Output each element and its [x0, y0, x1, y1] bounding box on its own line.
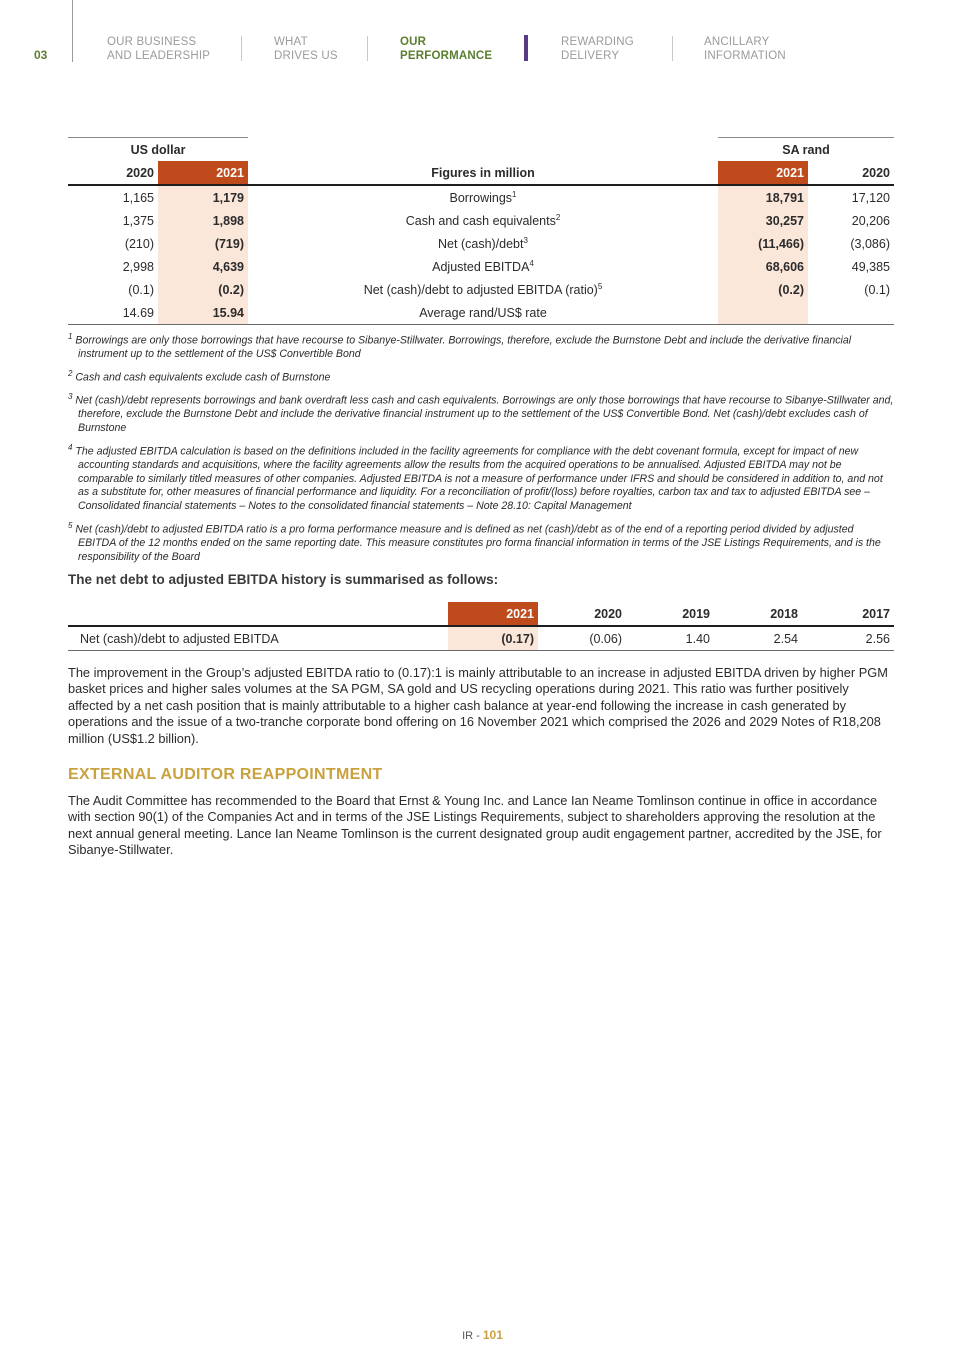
cell-usd-2020: (210): [124, 236, 154, 251]
nav-item-what-drives-us[interactable]: [274, 35, 338, 63]
nav-item-line1: WHAT: [274, 36, 308, 48]
table-row: [68, 232, 894, 255]
table-row: [68, 255, 894, 278]
nav-item-line2: PERFORMANCE: [400, 50, 493, 62]
footer-page-number: 101: [482, 1328, 503, 1342]
cell-label: [248, 301, 718, 325]
nav-item-line1: OUR BUSINESS: [107, 36, 197, 48]
table-row: [68, 185, 894, 209]
nav-active-marker: [524, 35, 528, 61]
history-value-2021: (0.17): [448, 626, 538, 651]
page-footer: [0, 1328, 965, 1342]
cell-zar-2020: 49,385: [851, 259, 890, 274]
footnote: [68, 367, 894, 385]
table-row: [68, 626, 894, 651]
chapter-number: 03: [34, 48, 48, 62]
footnote-text: Borrowings are only those borrowings that have recourse to Sibanye-Stillwater. Borrowings, therefore, exclude the Burnstone Debt and include the derivative financial instrument up to the settlement of the US$ Convertible Bond: [75, 334, 852, 361]
col-header-usd-2020: 2020: [68, 161, 158, 185]
nav-item-rewarding-delivery[interactable]: [561, 35, 634, 63]
group-spacer: [248, 138, 718, 162]
cell-label: [248, 255, 718, 278]
cell-usd-2020: 1,165: [122, 190, 154, 205]
history-year-2017: 2017: [802, 602, 894, 626]
footnote-text: Net (cash)/debt to adjusted EBITDA ratio is a pro forma performance measure and is defined as net (cash)/debt as of the end of a reporting period divided by adjusted EBITDA of the 12 months ended on the same reporting date. This measure constitutes pro forma financial information in terms of the JSE Listings Requirements, and is the responsibility of the Board: [75, 523, 881, 563]
history-year-2018: 2018: [714, 602, 802, 626]
history-year-2019: 2019: [626, 602, 714, 626]
nav-item-line2: INFORMATION: [704, 50, 786, 62]
nav-separator: [241, 36, 242, 61]
cell-label: [248, 232, 718, 255]
cell-usd-2020: 14.69: [68, 301, 158, 325]
nav-item-line1: ANCILLARY: [704, 36, 770, 48]
footer-prefix: IR -: [462, 1330, 480, 1342]
footnote-ref: 2: [555, 212, 561, 222]
nav-item-line2: DELIVERY: [561, 50, 620, 62]
footnote-number: 3: [68, 392, 73, 402]
col-header-usd-2021: 2021: [158, 161, 248, 185]
footnote-text: Net (cash)/debt represents borrowings and bank overdraft less cash and cash equivalents. Borrowings are only those borrowings that have recourse to Sibanye-Stillwater and, therefore, exclude the Burnstone Debt and include the derivative financial instrument up to the settlement of the US$ Convertible Bond. Net (cash)/debt excludes cash of Burnstone: [75, 394, 894, 435]
cell-zar-2021: [718, 301, 808, 325]
cell-zar-2021: 30,257: [718, 209, 808, 232]
col-header-figures: Figures in million: [248, 161, 718, 185]
top-navigation: [0, 0, 965, 70]
history-value-2020: (0.06): [538, 626, 626, 651]
nav-item-line1: OUR: [400, 36, 427, 48]
section-heading: EXTERNAL AUDITOR REAPPOINTMENT: [68, 766, 383, 783]
history-header-spacer: [68, 602, 448, 626]
history-year-2020: 2020: [538, 602, 626, 626]
cell-zar-2021: (11,466): [718, 232, 808, 255]
history-value-2019: 1.40: [626, 626, 714, 651]
cell-usd-2021: 1,898: [158, 209, 248, 232]
history-intro: The net debt to adjusted EBITDA history is summarised as follows:: [68, 572, 499, 587]
cell-usd-2021: 1,179: [158, 185, 248, 209]
ebitda-paragraph: The improvement in the Group’s adjusted EBITDA ratio to (0.17):1 is mainly attributable to an increase in adjusted EBITDA driven by higher PGM basket prices and higher sales volumes at the SA PGM, SA gold and US recycling operations during 2021. This ratio was further positively affected by a net cash position that is mainly attributable to a higher cash balance at year-end following the increase in cash generated by operations and the issue of a two-tranche corporate bond offering on 16 November 2021 which comprised the 2026 and 2029 Notes of R18,208 million (US$1.2 billion).: [68, 665, 888, 746]
footnote-ref: 5: [597, 281, 603, 291]
figures-table: [68, 137, 894, 325]
nav-separator: [367, 36, 368, 61]
column-header-row: [68, 161, 894, 185]
cell-usd-2020: (0.1): [128, 282, 154, 297]
row-label: Average rand/US$ rate: [419, 305, 547, 320]
nav-item-line2: AND LEADERSHIP: [107, 50, 211, 62]
group-label-zar: SA rand: [718, 138, 894, 162]
cell-usd-2020: 1,375: [122, 213, 154, 228]
cell-zar-2020: 17,120: [851, 190, 890, 205]
nav-item-line2: DRIVES US: [274, 50, 338, 62]
cell-zar-2020: [808, 301, 894, 325]
col-header-zar-2020: 2020: [808, 161, 894, 185]
footnote-ref: 3: [523, 235, 528, 245]
cell-zar-2021: 18,791: [718, 185, 808, 209]
cell-label: [248, 278, 718, 301]
nav-item-our-business[interactable]: [107, 35, 210, 63]
footnote-ref: 4: [529, 258, 534, 268]
table-row: [68, 209, 894, 232]
auditor-paragraph: The Audit Committee has recommended to the Board that Ernst & Young Inc. and Lance Ian Neame Tomlinson continue in office in accordance with section 90(1) of the Companies Act and in terms of the JSE Listings Requirements, subject to shareholders approving the resolution at the next annual general meeting. Lance Ian Neame Tomlinson is the current designated group audit engagement partner, accredited by the JSE, for Sibanye-Stillwater.: [68, 793, 882, 858]
cell-usd-2021: 15.94: [158, 301, 248, 325]
row-label: Adjusted EBITDA: [432, 260, 530, 275]
footnote: [68, 330, 894, 362]
history-table: [68, 602, 894, 651]
footnote-number: 2: [68, 368, 73, 378]
cell-usd-2021: (0.2): [158, 278, 248, 301]
history-header-row: [68, 602, 894, 626]
nav-separator: [672, 36, 673, 61]
row-label: Net (cash)/debt: [438, 237, 524, 252]
history-value-2017: 2.56: [802, 626, 894, 651]
group-header-row: [68, 138, 894, 162]
cell-zar-2021: (0.2): [718, 278, 808, 301]
cell-label: [248, 185, 718, 209]
nav-divider-line: [72, 0, 73, 62]
footnote-text: Cash and cash equivalents exclude cash of Burnstone: [75, 371, 331, 384]
footnote-text: The adjusted EBITDA calculation is based on the definitions included in the facility agreements for compliance with the debt covenant formula, except for impact of new accounting standards and acquisitions, where the facility agreements allow the results from the acquired operations to be annualised. Adjusted EBITDA may not be comparable to similarly titled measures of other companies. Adjusted EBITDA is not a measure of performance under IFRS and should be considered in addition to, and not as a substitute for, other measures of financial performance and liquidity. For a reconciliation of profit/(loss) before royalties, carbon tax and tax to adjusted EBITDA see – Consolidated financial statements – Notes to the consolidated financial statements – Note 28.10: Capital Management: [75, 445, 883, 513]
footnote-number: 5: [68, 520, 73, 530]
footnote: [68, 441, 894, 514]
nav-item-our-performance[interactable]: [400, 35, 492, 63]
cell-label: [248, 209, 718, 232]
footnotes: [68, 330, 894, 570]
group-label-usd: US dollar: [68, 138, 248, 162]
history-value-2018: 2.54: [714, 626, 802, 651]
footnote-number: 4: [68, 442, 73, 452]
cell-usd-2020: 2,998: [122, 259, 154, 274]
cell-zar-2020: (0.1): [864, 282, 890, 297]
table-row: [68, 301, 894, 325]
footnote: [68, 519, 894, 565]
row-label: Net (cash)/debt to adjusted EBITDA (ratio): [363, 283, 598, 298]
footnote-ref: 1: [512, 189, 517, 199]
footnote: [68, 390, 894, 436]
nav-item-line1: REWARDING: [561, 36, 634, 48]
history-row-label: Net (cash)/debt to adjusted EBITDA: [68, 626, 448, 651]
nav-item-ancillary-information[interactable]: [704, 35, 786, 63]
cell-zar-2020: (3,086): [850, 236, 890, 251]
col-header-zar-2021: 2021: [718, 161, 808, 185]
table-row: [68, 278, 894, 301]
cell-zar-2021: 68,606: [718, 255, 808, 278]
history-year-2021: 2021: [448, 602, 538, 626]
footnote-number: 1: [68, 332, 73, 341]
cell-zar-2020: 20,206: [851, 213, 890, 228]
cell-usd-2021: (719): [158, 232, 248, 255]
row-label: Cash and cash equivalents: [405, 214, 556, 229]
cell-usd-2021: 4,639: [158, 255, 248, 278]
row-label: Borrowings: [449, 191, 513, 206]
